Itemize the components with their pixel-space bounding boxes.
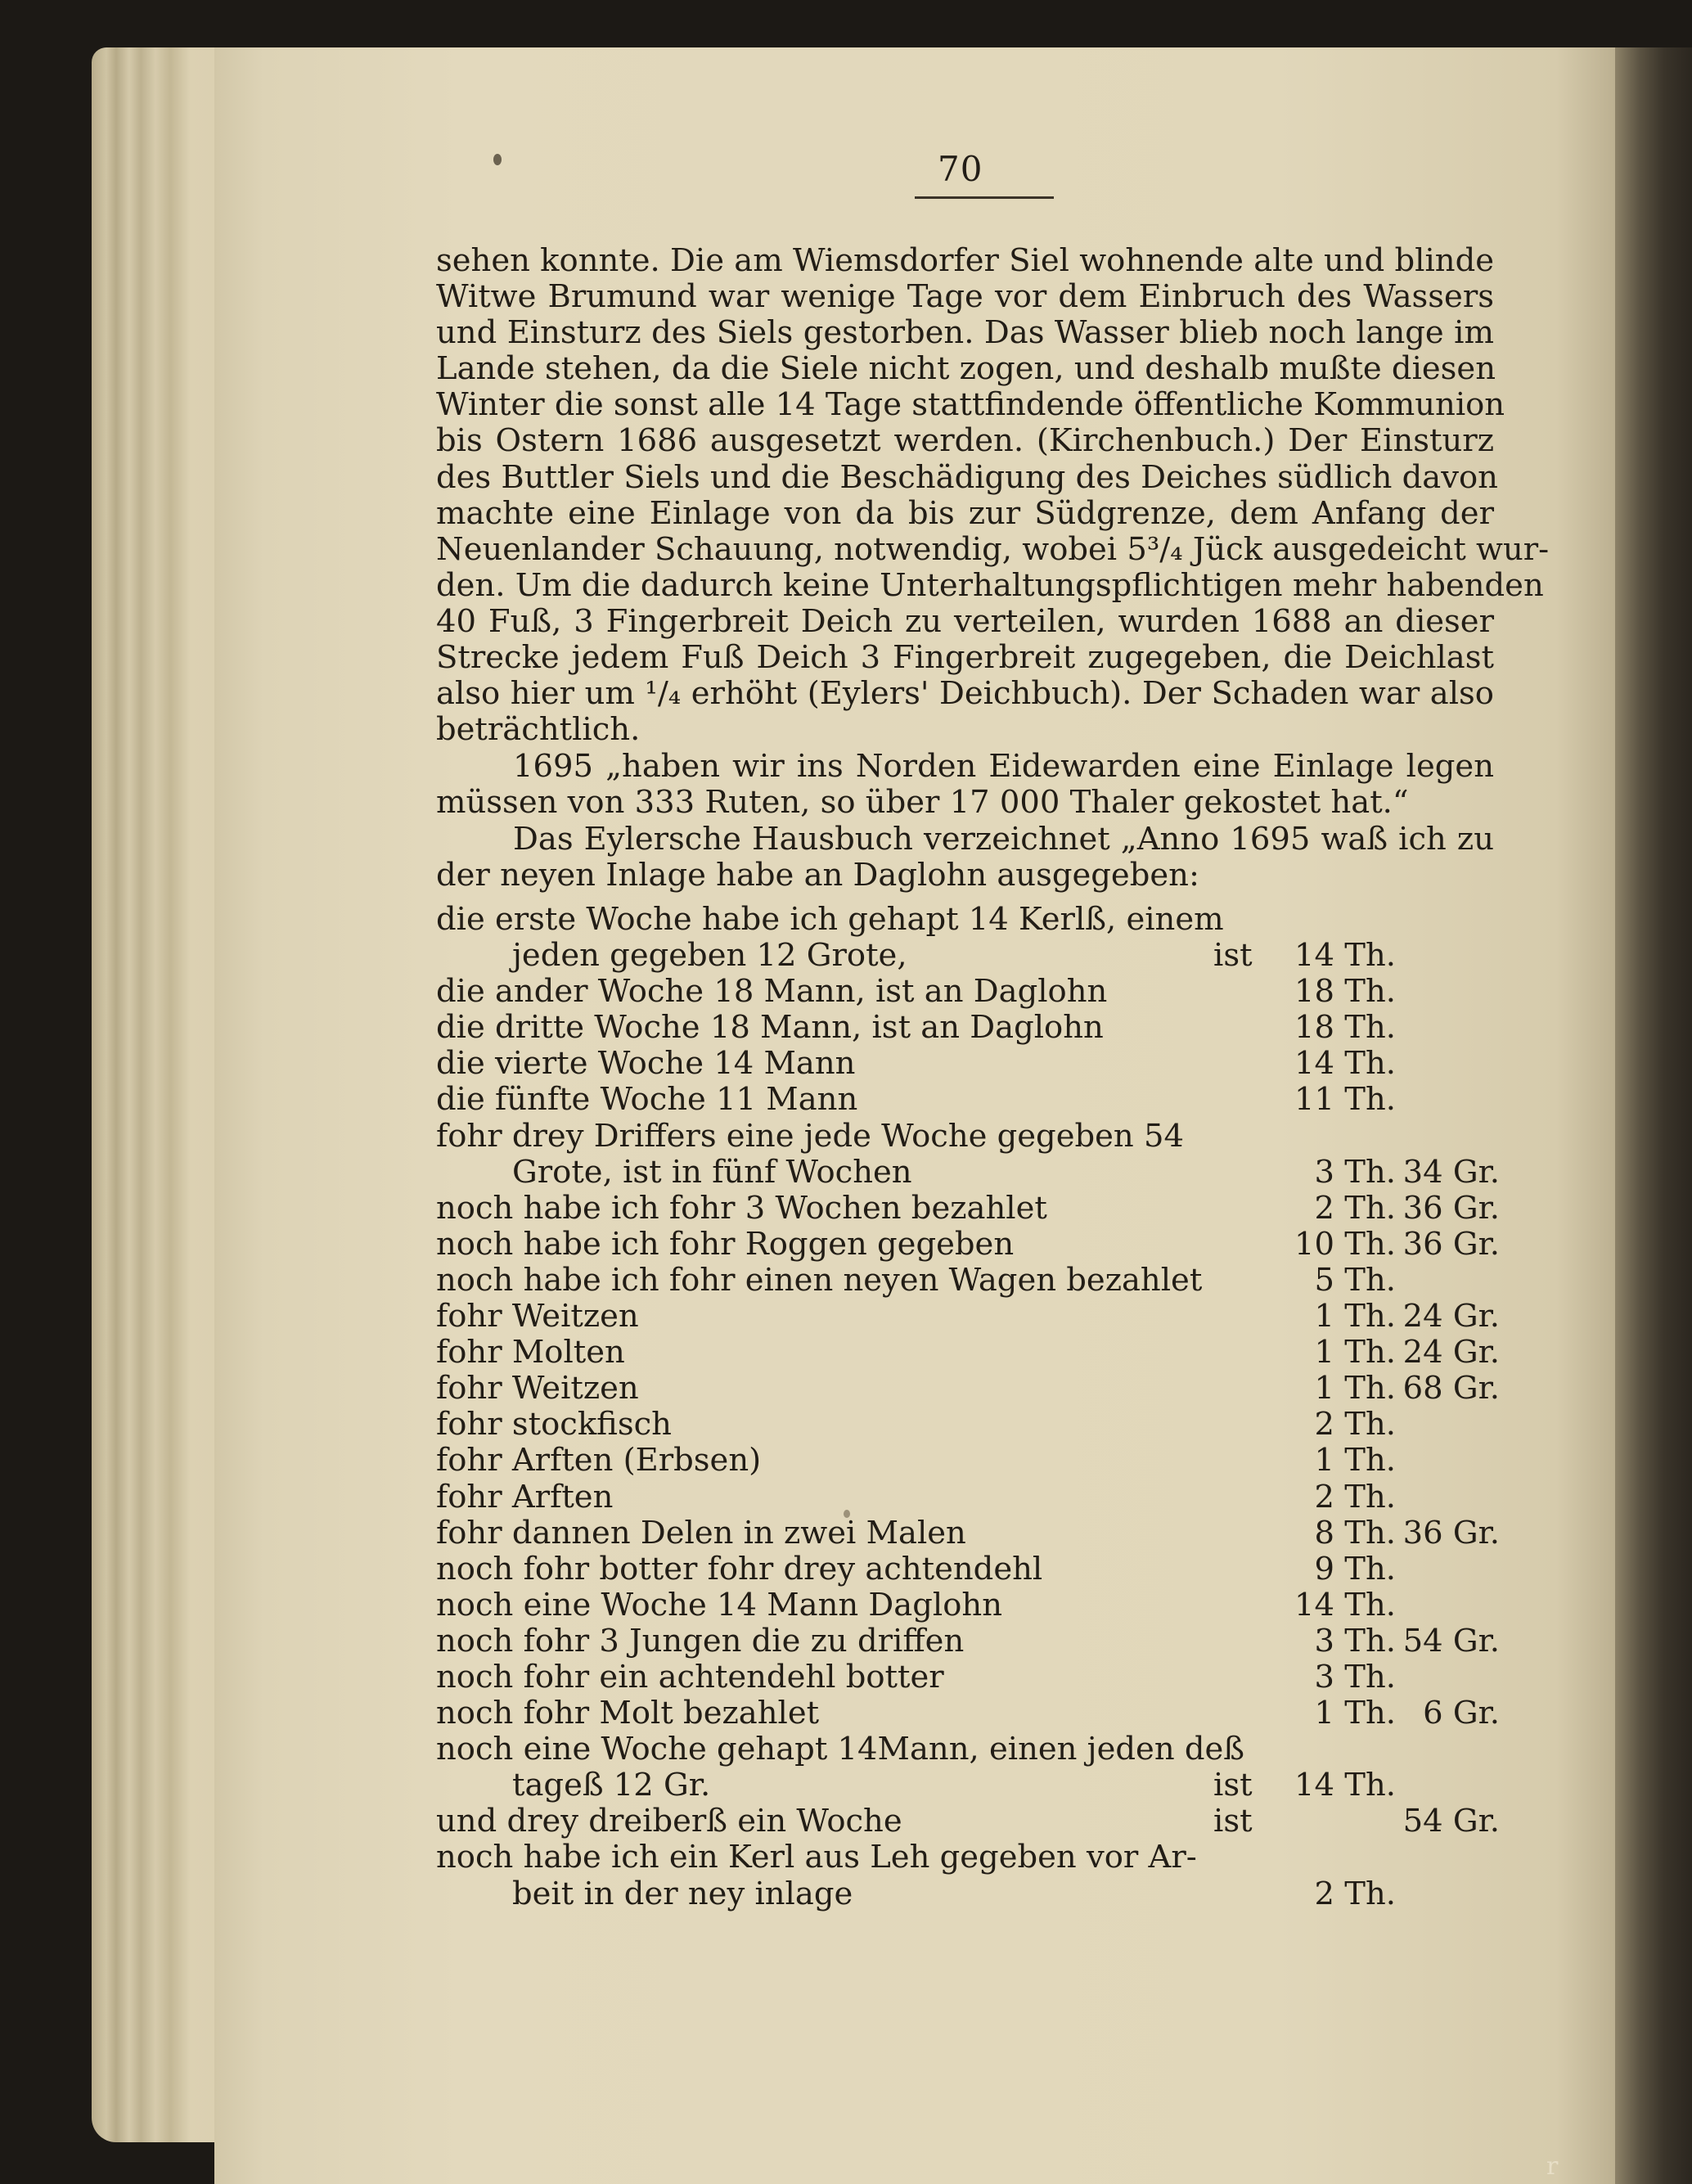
corner-mark: r <box>1546 2152 1559 2181</box>
entry-description: fohr Weitzen <box>436 1370 639 1407</box>
expense-entry <box>436 1479 1500 1515</box>
expense-entry <box>436 1299 1500 1335</box>
entry-thaler: 1 Th. <box>1314 1442 1396 1479</box>
page-number-rule <box>915 196 1054 199</box>
entry-thaler: 14 Th. <box>1294 1045 1396 1083</box>
paragraph1-line: Winter die sonst alle 14 Tage stattfindende öffentliche Kommunion <box>436 386 1505 424</box>
entry-thaler: 9 Th. <box>1314 1550 1396 1587</box>
entry-groten: 6 Gr. <box>1423 1695 1500 1732</box>
entry-thaler: 18 Th. <box>1294 1009 1396 1047</box>
expense-entry <box>436 1119 1500 1155</box>
paragraph1-line: Witwe Brumund war wenige Tage vor dem Einbruch des Wassers <box>436 278 1494 316</box>
entry-description: noch eine Woche gehapt 14Mann, einen jeden deß <box>436 1731 1245 1768</box>
entry-groten: 34 Gr. <box>1402 1153 1500 1191</box>
expense-entry <box>436 1191 1500 1227</box>
entry-description: noch habe ich fohr 3 Wochen bezahlet <box>436 1189 1047 1227</box>
entry-thaler: 2 Th. <box>1314 1189 1396 1227</box>
entry-description: fohr Weitzen <box>436 1298 639 1335</box>
paragraph3-line: Das Eylersche Hausbuch verzeichnet „Anno 1695 waß ich zu <box>513 821 1494 858</box>
entry-groten: 54 Gr. <box>1402 1803 1500 1840</box>
paragraph2-line: müssen von 333 Ruten, so über 17 000 Thaler gekostet hat.“ <box>436 784 1409 822</box>
expense-list <box>436 902 1500 1912</box>
page-number: 70 <box>938 149 983 189</box>
expense-entry <box>436 1155 1500 1191</box>
expense-entry <box>436 974 1500 1010</box>
entry-thaler: 1 Th. <box>1314 1370 1396 1407</box>
entry-description: fohr Arften (Erbsen) <box>436 1442 762 1479</box>
entry-description: beit in der ney inlage <box>512 1875 853 1912</box>
entry-thaler: 1 Th. <box>1314 1695 1396 1732</box>
expense-entry <box>436 1731 1500 1767</box>
paragraph1-line: 40 Fuß, 3 Fingerbreit Deich zu verteilen, wurden 1688 an dieser <box>436 602 1494 640</box>
paragraph1-line: beträchtlich. <box>436 711 641 749</box>
entry-thaler: 3 Th. <box>1314 1658 1396 1695</box>
entry-description: Grote, ist in fünf Wochen <box>512 1153 912 1191</box>
entry-ist: ist <box>1213 1803 1253 1840</box>
entry-thaler: 3 Th. <box>1314 1622 1396 1659</box>
expense-entry <box>436 1623 1500 1659</box>
entry-description: fohr Molten <box>436 1334 625 1371</box>
expense-entry <box>436 1263 1500 1299</box>
ink-spot <box>493 154 502 165</box>
expense-entry <box>436 938 1500 974</box>
expense-entry <box>436 902 1500 938</box>
entry-description: fohr Arften <box>436 1478 614 1515</box>
entry-description: noch fohr Molt bezahlet <box>436 1695 820 1732</box>
entry-thaler: 14 Th. <box>1294 1767 1396 1804</box>
expense-entry <box>436 1551 1500 1587</box>
entry-description: noch eine Woche 14 Mann Daglohn <box>436 1586 1002 1623</box>
entry-description: noch habe ich fohr Roggen gegeben <box>436 1225 1015 1263</box>
paragraph-hausbuch <box>436 822 1494 894</box>
entry-groten: 36 Gr. <box>1402 1225 1500 1263</box>
entry-description: die dritte Woche 18 Mann, ist an Daglohn <box>436 1009 1104 1047</box>
entry-thaler: 14 Th. <box>1294 1586 1396 1623</box>
entry-description: fohr dannen Delen in zwei Malen <box>436 1514 966 1551</box>
entry-description: noch fohr 3 Jungen die zu driffen <box>436 1622 965 1659</box>
entry-thaler: 1 Th. <box>1314 1334 1396 1371</box>
expense-entry <box>436 1227 1500 1263</box>
entry-thaler: 14 Th. <box>1294 937 1396 975</box>
paragraph1-line: machte eine Einlage von da bis zur Südgrenze, dem Anfang der <box>436 494 1494 532</box>
paragraph1-line: und Einsturz des Siels gestorben. Das Wasser blieb noch lange im <box>436 314 1494 352</box>
entry-description: fohr drey Driffers eine jede Woche gegeben 54 <box>436 1117 1184 1155</box>
expense-entry <box>436 1587 1500 1623</box>
expense-entry <box>436 1803 1500 1840</box>
expense-entry <box>436 1371 1500 1407</box>
paragraph-1695-einlage <box>436 749 1494 821</box>
entry-thaler: 2 Th. <box>1314 1406 1396 1443</box>
paragraph3-line: der neyen Inlage habe an Daglohn ausgegeben: <box>436 857 1199 894</box>
expense-entry <box>436 1695 1500 1731</box>
expense-entry <box>436 1876 1500 1912</box>
entry-thaler: 5 Th. <box>1314 1261 1396 1299</box>
entry-thaler: 1 Th. <box>1314 1298 1396 1335</box>
expense-entry <box>436 1082 1500 1118</box>
entry-description: noch fohr botter fohr drey achtendehl <box>436 1550 1043 1587</box>
entry-description: die vierte Woche 14 Mann <box>436 1045 856 1083</box>
entry-description: tageß 12 Gr. <box>512 1767 711 1804</box>
entry-groten: 68 Gr. <box>1402 1370 1500 1407</box>
entry-groten: 24 Gr. <box>1402 1334 1500 1371</box>
entry-description: noch habe ich fohr einen neyen Wagen bezahlet <box>436 1261 1203 1299</box>
paragraph1-line: also hier um ¹/₄ erhöht (Eylers' Deichbuch). Der Schaden war also <box>436 675 1494 713</box>
expense-entry <box>436 1010 1500 1046</box>
entry-thaler: 8 Th. <box>1314 1514 1396 1551</box>
entry-thaler: 10 Th. <box>1294 1225 1396 1263</box>
paragraph1-line: den. Um die dadurch keine Unterhaltungspflichtigen mehr habenden <box>436 566 1544 604</box>
entry-thaler: 2 Th. <box>1314 1478 1396 1515</box>
expense-entry <box>436 1443 1500 1479</box>
entry-groten: 54 Gr. <box>1402 1622 1500 1659</box>
paragraph1-line: sehen konnte. Die am Wiemsdorfer Siel wohnende alte und blinde <box>436 242 1494 279</box>
entry-description: fohr stockfisch <box>436 1406 672 1443</box>
book-gutter <box>1615 47 1692 2184</box>
entry-thaler: 3 Th. <box>1314 1153 1396 1191</box>
paragraph1-line: Strecke jedem Fuß Deich 3 Fingerbreit zugegeben, die Deichlast <box>436 639 1494 677</box>
entry-description: die ander Woche 18 Mann, ist an Daglohn <box>436 973 1108 1011</box>
entry-description: die fünfte Woche 11 Mann <box>436 1081 858 1119</box>
entry-thaler: 2 Th. <box>1314 1875 1396 1912</box>
paragraph1-line: Lande stehen, da die Siele nicht zogen, und deshalb mußte diesen <box>436 350 1496 388</box>
entry-groten: 36 Gr. <box>1402 1514 1500 1551</box>
paragraph1-line: Neuenlander Schauung, notwendig, wobei 5³/₄ Jück ausgedeicht wur- <box>436 530 1550 568</box>
entry-groten: 24 Gr. <box>1402 1298 1500 1335</box>
expense-entry <box>436 1335 1500 1371</box>
entry-ist: ist <box>1213 937 1253 975</box>
entry-ist: ist <box>1213 1767 1253 1804</box>
paragraph2-line: 1695 „haben wir ins Norden Eidewarden eine Einlage legen <box>513 748 1494 785</box>
paragraph1-line: bis Ostern 1686 ausgesetzt werden. (Kirchenbuch.) Der Einsturz <box>436 422 1494 460</box>
expense-entry <box>436 1407 1500 1443</box>
entry-description: die erste Woche habe ich gehapt 14 Kerlß, einem <box>436 901 1224 938</box>
expense-entry <box>436 1659 1500 1695</box>
entry-thaler: 11 Th. <box>1294 1081 1396 1119</box>
expense-entry <box>436 1767 1500 1803</box>
expense-entry <box>436 1515 1500 1551</box>
expense-entry <box>436 1046 1500 1082</box>
paragraph1-line: des Buttler Siels und die Beschädigung des Deiches südlich davon <box>436 458 1498 496</box>
paragraph-eyler-deich <box>436 242 1550 749</box>
entry-thaler: 18 Th. <box>1294 973 1396 1011</box>
entry-description: noch habe ich ein Kerl aus Leh gegeben vor Ar- <box>436 1839 1197 1876</box>
entry-description: noch fohr ein achtendehl botter <box>436 1658 944 1695</box>
entry-description: jeden gegeben 12 Grote, <box>512 937 907 975</box>
entry-description: und drey dreiberß ein Woche <box>436 1803 902 1840</box>
entry-groten: 36 Gr. <box>1402 1189 1500 1227</box>
expense-entry <box>436 1840 1500 1876</box>
